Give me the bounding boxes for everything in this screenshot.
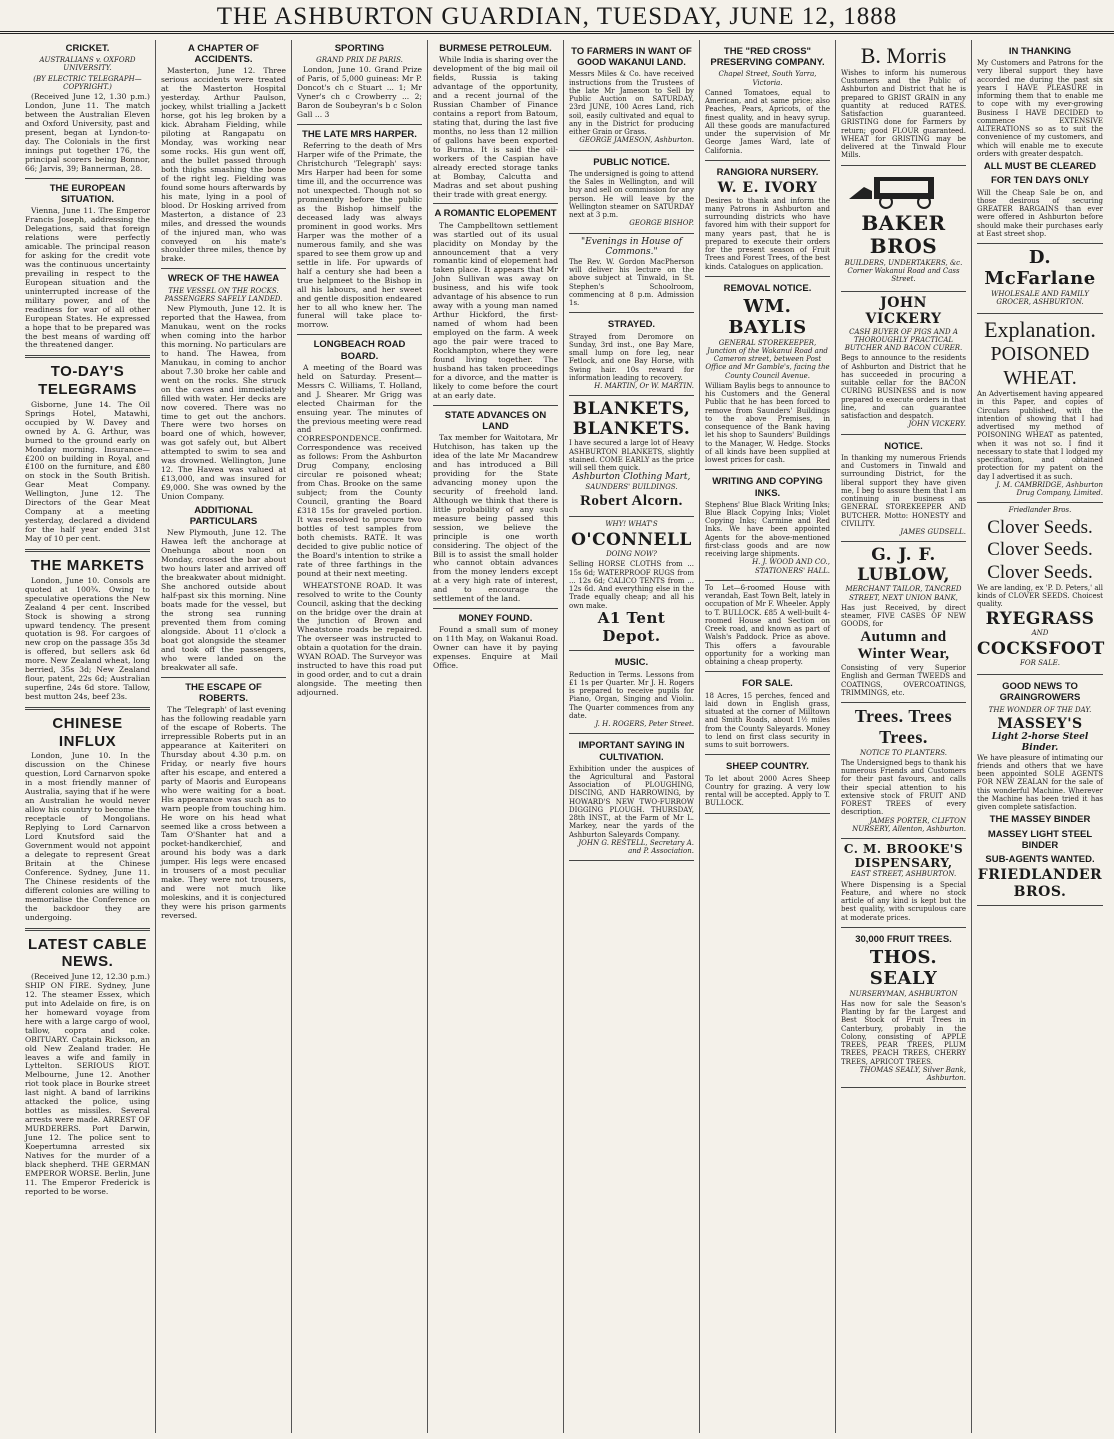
hawea-heading: WRECK OF THE HAWEA [167, 273, 280, 285]
music-body: Reduction in Terms. Lessons from £1 1s per Quarter. Mr J. H. Rogers is prepared to receive pupils for Piano, Organ, Singing and Violin. The Quarter commences from any date. [569, 670, 694, 720]
elopement-body: The Campbelltown settlement was startled out of its usual placidity on Monday by the announcement that a very romantic kind of elopement had taken place. It appears that Mr John Sullivan was away on business, and his wife took advantage of his absence to run away with a young man named Arthur Hickford, the first-named of whom had been employed on the farm. A week ago the pair were traced to Rockhampton, where they were found living together. The husband has taken proceedings for a divorce, and the matter is likely to come before the court at an early date. [433, 220, 558, 400]
column-4 [428, 40, 564, 1433]
road-body: WHEATSTONE ROAD. It was resolved to write to the County Council, asking that the decking on the bridge over the drain at the junction of Brown and Wheatstone roads be repaired. The overseer was instructed to obtain a quotation for the drain. WYAN ROAD. The Surveyor was instructed to have this road put in good order, and to cut a drain alongside. The meeting then adjourned. [297, 580, 422, 698]
sealy-body: Has now for sale the Season's Planting by far the Largest and Best Stock of Fruit Trees in Canterbury, probably in the Colony, consisting of APPLE TREES, PEAR TREES, PLUM TREES, PEACH TREES, CHERRY TREES, APRICOT TREES. [841, 999, 966, 1066]
and-label: AND [1031, 628, 1049, 637]
oconnell-subheading: DOING NOW? [606, 550, 657, 559]
chinese-body: London, June 10. In the discussion on the Chinese question, Lord Carnarvon spoke in a most friendly manner of Australia, saying that if he were an Australian he would never allow his country to become the receptacle of Mongolians. Replying to Lord Carnarvon Lord Knutsford said the Government would not appoint a delegate to represent Great Britain at the Chinese Conference. Sydney, June 11. The Chinese residents of the different colonies are willing to memorialise the Conference on the backdoor they are undergoing. [25, 751, 150, 922]
morris-name: B. Morris [860, 43, 947, 68]
ten-days-body: Will the Cheap Sale be on, and those desirous of securing GREATER BARGAINS than ever were offered in Ashburton before should make their purchases early at East street shop. [977, 188, 1103, 238]
sealy-signature: THOMAS SEALY, Silver Bank, Ashburton. [859, 1065, 966, 1082]
column-1 [20, 40, 156, 1433]
thanking-body: My Customers and Patrons for the very liberal support they have accorded me during the past six years I HAVE PLEASURE in informing them that to enable me to cope with my ever-growing Business I HAVE DECIDED to commence EXTENSIVE ALTERATIONS so as to suit the convenience of my customers, and which will enable me to execute orders with greater despatch. [977, 59, 1103, 158]
column-8 [972, 40, 1108, 1433]
hearse-illustration-icon [844, 169, 964, 209]
found-heading: MONEY FOUND. [458, 613, 533, 625]
clover-heading-3: Clover Seeds. [987, 561, 1093, 583]
clothing-heading: Ashburton Clothing Mart, [572, 472, 691, 483]
massey-name: MASSEY'S [997, 715, 1083, 732]
baylis-body: William Baylis begs to announce to his Customers and the General Public that he has been forced to remove from Saunders' Buildings to the above Premises, in consequence of the Bank having let his shop to Saunders' Buildings to the Manager, W. Hedge. Stocks of all kinds have been supplied at lowest prices for cash. [705, 381, 830, 465]
notice-signature: GEORGE BISHOP. [629, 219, 694, 228]
mcfarlane-subheading: WHOLESALE AND FAMILY GROCER, ASHBURTON. [991, 289, 1089, 306]
friedlander-heading: Friedlander Bros. [1008, 506, 1072, 515]
brooke-name: C. M. BROOKE'S DISPENSARY, [843, 842, 964, 871]
for-sale-label: FOR SALE. [1020, 659, 1060, 668]
brooke-ad [841, 839, 966, 928]
wonder-heading: THE WONDER OF THE DAY. [988, 705, 1092, 714]
notice-body: The undersigned is going to attend the Sales in Wellington, and will buy and sell on commission for any person. He will leave by the Wellington steamer on SATURDAY next at 3 p.m. [569, 169, 694, 220]
vickery-signature: JOHN VICKERY. [908, 420, 966, 429]
commons-ad [569, 234, 694, 314]
cricket-subheading: AUSTRALIANS v. OXFORD UNIVERSITY. [39, 56, 136, 73]
plough-heading: IMPORTANT SAYING IN CULTIVATION. [578, 740, 685, 763]
farmers-ad [569, 40, 694, 151]
divider [297, 334, 422, 335]
lublow-footer: Consisting of very Superior English and German TWEEDS and COATINGS, OVERCOATINGS, TRIMMINGS, etc. [841, 664, 966, 697]
ryegrass-heading: RYEGRASS [985, 608, 1095, 629]
clothing-subheading: SAUNDERS' BUILDINGS. [585, 482, 678, 491]
oconnell-body: Selling HORSE CLOTHS from ... 15s 6d; WATERPROOF RUGS from ... 12s 6d; CALICO TENTS from ... 12s 6d. And everything else in the Trade equally cheap; and all his own make. [569, 560, 694, 610]
divider [25, 707, 150, 710]
baker-ad [841, 166, 966, 292]
roberts-body: The 'Telegraph' of last evening has the following readable yarn of the escape of Roberts. The irrepressible Roberts put in an appearance at Kaiteriteri on Thursday about 4.30 p.m. on Friday, or nearly five hours after his escape, and entered a party of Maoris and Europeans who were waiting for a boat. His appearance was such as to warn people from touching him. He wore on his head what seemed like a cross between a Tam O'Shanter hat and a pocket-handkerchief, and around his body was a dark jumper. His legs were encased in trousers of a most peculiar make. They were not trousers, and were not much like moleskins, and it is conjectured they were his prison garments reversed. [161, 705, 286, 921]
sporting-body: London, June 10. Grand Prize of Paris, of 5,000 guineas: Mr P. Doncot's ch c Stuart ... 1; Mr Vyner's ch c Crowberry ... 2; Baron de Soubeyran's b c Solon Gall ... 3 [297, 65, 422, 120]
crown-ad [705, 40, 830, 161]
particulars-heading: ADDITIONAL PARTICULARS [189, 505, 258, 528]
chinese-heading: CHINESE INFLUX [52, 715, 123, 750]
column-7 [836, 40, 972, 1433]
farmers-body: Messrs Miles & Co. have received instructions from the Trustees of the late Mr Jameson to Sell by Public Auction on SATURDAY, 23rd JUNE, 100 Acres Land, rich soil, easily cultivated and equal to any in the District for producing either Grain or Grass. [569, 70, 694, 137]
europe-body: Vienna, June 11. The Emperor Francis Joseph, addressing the Delegations, said that foreign relations were perfectly amicable. The principal reason for asking for the credit vote was the continuous uncertainty prevailing in respect to the European situation and the uninterrupted increase of the military power, and of the readiness for war of all other European States. He expressed a hope that to be prepared was the best means of warding off the threatened danger. [25, 206, 150, 350]
column-3 [292, 40, 428, 1433]
vickery-subheading: CASH BUYER OF PIGS AND A THOROUGHLY PRACTICAL BUTCHER AND BACON CURER. [844, 327, 963, 353]
sheep-heading: SHEEP COUNTRY. [726, 761, 809, 773]
blankets-heading: BLANKETS, BLANKETS. [572, 399, 691, 440]
massey-ad [977, 675, 1103, 906]
lublow-ad [841, 542, 966, 703]
longbeach-heading: LONGBEACH ROAD BOARD. [313, 339, 406, 362]
hawea-body: New Plymouth, June 12. It is reported that the Hawea, from Manukau, went on the rocks when coming into the harbor this morning. No particulars are to hand. The Hawea, from Manukau, in coming to anchor about 7.30 broke her cable and went on the rocks. She struck on the caves and immediately filled with water. Her decks are now covered. There was no time to get out the anchors. There were two horses on board one of which, however, was got safely out, but Albert attempted to swim to sea and was drowned. Wellington, June 12. The Hawea was valued at £13,000, and was insured for £9,000. She was owned by the Union Company. [161, 304, 286, 502]
gudsell-ad [841, 435, 966, 543]
divider [161, 677, 286, 678]
stray-ad [569, 313, 694, 396]
divider [433, 203, 558, 204]
column-2 [156, 40, 292, 1433]
friedlander-name: FRIEDLANDER BROS. [977, 867, 1103, 900]
markets-heading: THE MARKETS [30, 557, 145, 575]
accidents-heading: A CHAPTER OF ACCIDENTS. [188, 43, 259, 66]
harper-heading: THE LATE MRS HARPER. [302, 129, 417, 141]
autumn-heading: Autumn and Winter Wear, [857, 628, 950, 663]
binder-heading: Light 2-horse Steel Binder. [991, 732, 1089, 754]
farmers-heading: TO FARMERS IN WANT OF GOOD WAKANUI LAND. [571, 46, 692, 69]
notice-heading: PUBLIC NOTICE. [593, 156, 670, 168]
baylis-name: WM. BAYLIS [728, 296, 807, 339]
advances-heading: STATE ADVANCES ON LAND [444, 409, 547, 432]
music-signature: J. H. ROGERS, Peter Street. [595, 720, 694, 729]
gudsell-signature: JAMES GUDSELL. [900, 528, 966, 537]
masthead: THE ASHBURTON GUARDIAN, TUESDAY, JUNE 12, 1888 [0, 0, 1114, 34]
gudsell-body: In thanking my numerous Friends and Customers in Tinwald and surrounding District, for the liberal support they have given me, I beg to assure them that I am continuing in business as GENERAL STOREKEEPER AND BUTCHER. Motto: HONESTY and CIVILITY. [841, 453, 966, 528]
sealy-name: THOS. SEALY [869, 947, 938, 990]
commons-body: The Rev. W. Gordon MacPherson will deliver his lecture on the above subject at Tinwald, in St. Stephen's Schoolroom, commencing at 8 p.m. Admission 1s. [569, 257, 694, 308]
binder-body: We have pleasure of intimating our friends and others that we have been appointed SOLE AGENTS FOR NEW ZEALAN for the sale of this wonderful Machine. Wherever the Machine has been tried it has given complete satisfaction. [977, 753, 1103, 812]
sale-ad [705, 672, 830, 755]
thanking-heading: IN THANKING [1008, 46, 1072, 57]
trees-subheading: NOTICE TO PLANTERS. [860, 748, 947, 757]
mcfarlane-name: D. McFarlane [984, 247, 1096, 290]
cable-heading: LATEST CABLE NEWS. [27, 935, 148, 971]
sealy-ad [841, 928, 966, 1088]
divider [297, 124, 422, 125]
divider [25, 178, 150, 179]
plough-ad [569, 734, 694, 861]
column-5 [564, 40, 700, 1433]
hawea-subheading: THE VESSEL ON THE ROCKS. PASSENGERS SAFELY LANDED. [164, 286, 283, 303]
stray-signature: H. MARTIN, Or W. MARTIN. [594, 382, 694, 391]
baylis-subheading: GENERAL STOREKEEPER, Junction of the Wakanui Road and Cameron street, between Post Office and Mr Gamble's, facing the County Council Avenue. [705, 338, 830, 380]
column-6 [700, 40, 836, 1433]
commons-heading: "Evenings in House of Commons." [581, 236, 682, 258]
farmers-signature: GEORGE JAMESON, Ashburton. [579, 136, 694, 145]
cocksfoot-heading: COCKSFOOT [977, 638, 1105, 659]
lublow-body: Has just Received, by direct steamer, FIVE CASES OF NEW GOODS, for [841, 603, 966, 629]
lublow-name: G. J. F. LUBLOW, [857, 545, 950, 586]
newspaper-columns [20, 40, 1108, 1433]
sporting-subheading: GRAND PRIX DE PARIS. [316, 56, 403, 65]
advances-body: Tax member for Waitotara, Mr Hutchison, has taken up the idea of the late Mr Macandrew and has introduced a Bill providing for the State advancing money upon the security of freehold land. Although we think that there is little probability of any such measure being passed this session, we believe the principle is one worth considering. The object of the Bill is to assist the small holder who cannot obtain advances from the money lenders except at a very high rate of interest, and to encourage the settlement of the land. [433, 433, 558, 604]
found-body: Found a small sum of money on 11th May, on Wakanui Road. Owner can have it by paying expenses. Enquire at Mail Office. [433, 625, 558, 671]
sporting-heading: SPORTING [334, 43, 385, 54]
bullock-body: To Let—6-roomed House with verandah, East Town Belt, lately in occupation of Mr F. Wheeler. Apply to T. BULLOCK. £85 A well-built 4-roomed House and Section on Creek road, and known as part of Walsh's Paddock. Price as above. This offers a favourable opportunity for a working man obtaining a cheap property. [705, 583, 830, 667]
trees-signature: JAMES PORTER, CLIFTON NURSERY, Allenton, Ashburton. [852, 816, 966, 833]
trees-body: The Undersigned begs to thank his numerous Friends and Customers for their past favours, and calls their special attention to his extensive stock of FRUIT AND FOREST TREES of every description. [841, 758, 966, 817]
stray-body: Strayed from Deromore on Sunday, 3rd inst., one Bay Mare, small lump on fore leg, near Fetlock, and one Bay Horse, with Swing hair. 10s reward for information leading to recovery. [569, 332, 694, 382]
vickery-ad [841, 292, 966, 435]
divider [433, 608, 558, 609]
poisoned-signature: J. M. CAMBRIDGE, Ashburton Drug Company, Limited. [996, 480, 1103, 498]
cricket-agency: (BY ELECTRIC TELEGRAPH—COPYRIGHT.) [33, 74, 142, 91]
elopement-heading: A ROMANTIC ELOPEMENT [434, 208, 557, 220]
gudsell-heading: NOTICE. [884, 440, 923, 452]
crown-body: Canned Tomatoes, equal to American, and at same price; also Peaches, Pears, Apricots, of the finest quality, and in heavy syrup. All these goods are manufactured under the supervision of Mr George James Ward, late of California. [705, 88, 830, 155]
baker-name: BAKER BROS [861, 210, 946, 259]
divider [25, 549, 150, 552]
clover-body: We are landing, ex 'P. D. Peters,' all kinds of CLOVER SEEDS. Choicest quality. [977, 583, 1103, 609]
removal-heading: REMOVAL NOTICE. [723, 282, 812, 294]
particulars-body: New Plymouth, June 12. The Hawea left the anchorage at Onehunga about noon on Monday, crossed the bar about two hours later and arrived off the breakwater about midnight. She anchored outside about half-past six this morning. Nine boats made for the vessel, but the strong sea running prevented them from coming alongside. About 11 o'clock a boat got alongside the steamer and took off the passengers, who were landed on the breakwater all safe. [161, 528, 286, 672]
grain-heading: GOOD NEWS TO GRAINGROWERS [999, 681, 1081, 704]
trees-heading: Trees. Trees Trees. [854, 706, 953, 748]
poisoned-body: An Advertisement having appeared in this Paper, and copies of Circulars published, with the intention of showing that I had advertised my method of POISONING WHEAT as patented, when it was not so. I find it necessary to state that I lodged my specification, and obtained protection for my patent on the day I advertised it as such. [977, 390, 1103, 481]
sale-body: 18 Acres, 15 perches, fenced and laid down in English grass, situated at the corner of Milltown and Smith Roads, about 1½ miles from the County Saleyards. Money to lend on first class security in sums to suit borrowers. [705, 691, 830, 750]
clover-heading-2: Clover Seeds. [987, 539, 1093, 561]
petroleum-heading: BURMESE PETROLEUM. [439, 43, 552, 54]
nursery-body: Desires to thank and inform the many Patrons in Ashburton and surrounding districts who have favored him with their support for many years past, that he is prepared to execute their orders for the present season of Fruit Trees and Forest Trees, of the best kinds. Catalogues on application. [705, 196, 830, 271]
baker-subheading: BUILDERS, UNDERTAKERS, &c. Corner Wakanui Road and Cass Street. [844, 258, 963, 284]
telegrams-heading: TO-DAY'S TELEGRAMS [38, 363, 137, 399]
harper-body: Referring to the death of Mrs Harper wife of the Primate, the Christchurch 'Telegraph' says: Mrs Harper had been for some time ill, and the occurrence was not unexpected. Though not so prominently before the public as the Bishop himself the deceased lady was always prominent in good works. Mrs Harper was the mother of a numerous family, and she was spared to see them grow up and settle in life. For upwards of half a century she had been a true helpmeet to the Bishop in all his labours, and her sweet and gentle disposition endeared her to all who knew her. The funeral will take place to-morrow. [297, 141, 422, 330]
stray-heading: STRAYED. [607, 319, 656, 331]
longbeach-body: A meeting of the Board was held on Saturday. Present—Messrs C. Williams, T. Holland, and J. Shearer. Mr Grigg was elected Chairman for the ensuing year. The minutes of the previous meeting were read and confirmed. CORRESPONDENCE. Correspondence was received as follows: From the Ashburton Drug Company, enclosing circular re poisoned wheat; from Chas. Brooke on the same subject; from the County Council, granting the Board £318 15s for graveled portion. It was resolved to procure two bottles of test samples from both chemists. RATE. It was decided to give public notice of the Board's intention to strike a rate of three farthings in the pound at their next meeting. [297, 362, 422, 578]
massey-binder-heading: THE MASSEY BINDER [989, 814, 1091, 826]
nursery-name: W. E. IVORY [717, 180, 818, 197]
plough-body: Exhibition under the auspices of the Agricultural and Pastoral Association of PLOUGHING, DISCING, AND HARROWING, by HOWARD'S NEW TWO-FURROW DIGGING PLOUGH. THURSDAY, 28th INST., at the Farm of Mr L. Markey, near the yards of the Ashburton Saleyards Company. [569, 764, 694, 839]
nursery-ad [705, 161, 830, 277]
divider [25, 355, 150, 358]
morris-ad [841, 40, 966, 166]
lublow-subheading: MERCHANT TAILOR, TANCRED STREET, NEXT UNION BANK, [845, 585, 962, 602]
telegrams-body: Gisborne, June 14. The Oil Springs Hotel, Matawhi, occupied by W. Davey and owned by A. G. Arthur, was burned to the ground early on Monday morning. Insurance—£200 on building in Royal, and £100 on the furniture, and £80 on stock in the South British. Gear Meat Company. Wellington, June 12. The Directors of the Gear Meat Company at a meeting yesterday, declared a dividend for the half year ended 31st May of 10 per cent. [25, 399, 150, 544]
plough-signature: JOHN G. RESTELL, Secretary A. and P. Association. [578, 838, 694, 856]
roberts-heading: THE ESCAPE OF ROBERTS. [185, 681, 262, 704]
trees-ad [841, 703, 966, 839]
wood-body: Stephens' Blue Black Writing Inks; Blue Black Copying Inks; Violet Copying Inks; Carmine and Red Inks. We have been appointed Agents for the above-mentioned first-class goods and are now receiving large shipments. [705, 500, 830, 559]
baylis-ad [705, 277, 830, 470]
mcfarlane-ad [977, 244, 1103, 314]
cable-body: (Received June 12, 12.30 p.m.) SHIP ON FIRE. Sydney, June 12. The steamer Essex, which put into Adelaide on fire, is on her homeward voyage from here with a large cargo of wool, tallow, copra and coke. OBITUARY. Captain Rickson, an old New Zealand trader. He leaves a wife and family in Lyttelton. SERIOUS RIOT. Melbourne, June 12. Another riot took place in Bourke street last night. A band of larrikins attacked the police, using bottles as missiles. Several arrests were made. ARREST OF MURDERERS. Port Darwin, June 12. The police sent to Koepertumna arrested six Natives for the murder of a black shepherd. THE GERMAN EMPEROR WORSE. Berlin, June 11. The Emperor Frederick is reported to be worse. [25, 971, 150, 1196]
tent-depot: A1 Tent Depot. [597, 608, 666, 645]
sheep-body: To let about 2000 Acres Sheep Country for grazing. A very low rental will be accepted. Apply to T. BULLOCK. [705, 774, 830, 808]
vickery-body: Begs to announce to the residents of Ashburton and District that he has succeeded in procuring a suitable cellar for the BACON CURING BUSINESS and is now prepared to execute orders in that line, and can guarantee satisfaction and despatch. [841, 354, 966, 421]
music-ad [569, 651, 694, 734]
notice-ad [569, 151, 694, 234]
oconnell-name: O'CONNELL [571, 530, 692, 551]
thanking-ad [977, 40, 1103, 244]
markets-body: London, June 10. Consols are quoted at 100¾. Owing to speculative operations the New Zealand 4 per cent. Inscribed Stock is showing a strong upward tendency. The present quotation is 98. For cargoes of new crop on the passage 35s 3d is offered, but sellers ask 6d more. New Zealand wheat, long berried, 35s 3d; New Zealand flour, patent, 22s 6d; Australian superfine, 24s 6d store. Tallow, best mutton 24s, beef 23s. [25, 575, 150, 702]
music-heading: MUSIC. [614, 657, 649, 669]
poisoned-wheat-ad [977, 314, 1103, 503]
fruit-heading: 30,000 FRUIT TREES. [855, 933, 952, 945]
oconnell-question: WHY! WHAT'S [605, 519, 658, 528]
divider [25, 928, 150, 931]
accidents-body: Masterton, June 12. Three serious accidents were treated at the Masterton Hospital yesterday. Arthur Paulson, jockey, whilst trialling a Jackett horse, got his leg broken by a kick. Abraham Fielding, while piloting at Rangapatu on Monday, was working near some rocks. His gun went off, and the bullet passed through both thighs smashing the bone of the right leg. Fielding was found some hours afterwards by his mate, lying in a pool of blood. Dr Hosking arrived from Masterton, a distance of 23 miles, and dressed the wounds of the injured man, who was conveyed on his mate's shoulder three miles, thence by brake. [161, 66, 286, 264]
clover-heading-1: Clover Seeds. [987, 516, 1093, 538]
brooke-body: Where Dispensing is a Special Feature, and where no stock article of any kind is kept but the best quality, with scrupulous care at moderate prices. [841, 880, 966, 922]
brooke-subheading: EAST STREET, ASHBURTON. [850, 870, 957, 879]
blankets-body: I have secured a large lot of Heavy ASHBURTON BLANKETS, slightly stained. COME EARLY as the price will sell them quick. [569, 439, 694, 473]
bullock-ad [705, 581, 830, 673]
oconnell-ad [569, 517, 694, 651]
alcorn-name: Robert Alcorn. [580, 493, 683, 510]
sealy-subheading: NURSERYMAN, ASHBURTON [849, 989, 958, 998]
petroleum-body: While India is sharing over the development of the big mail oil fields, Russia is taking advantage of the opportunity, and a recent journal of the Russian Chamber of Finance contains a report from Batoum, stating that, during the last five months, no less than 12 million of gallons have been exported to Burma. It is said the oil-workers of the Caspian have already erected storage tanks at Bombay, Calcutta and Madras and set about pushing their trade with great energy. [433, 55, 558, 199]
crown-heading: THE "RED CROSS" PRESERVING COMPANY. [710, 46, 825, 69]
divider [433, 405, 558, 406]
all-must-heading: ALL MUST BE CLEARED [983, 161, 1097, 173]
sale-heading: FOR SALE. [742, 678, 793, 690]
europe-heading: THE EUROPEAN SITUATION. [49, 182, 126, 205]
wood-signature: H. J. WOOD AND CO., STATIONERS' HALL. [752, 558, 830, 575]
explanation-heading: Explanation. [984, 317, 1096, 343]
sub-agents-heading: SUB-AGENTS WANTED. [985, 854, 1095, 866]
cricket-heading: CRICKET. [65, 43, 110, 54]
wood-ad [705, 470, 830, 581]
ten-days-heading: FOR TEN DAYS ONLY [990, 175, 1089, 187]
crown-subheading: Chapel Street, South Yarra, Victoria. [718, 70, 817, 87]
divider [161, 268, 286, 269]
poisoned-heading: POISONED WHEAT. [990, 343, 1090, 389]
cricket-body: (Received June 12, 1.30 p.m.) London, June 11. The match between the Australian Eleven and Oxford University, past and present, began at Lyndon-to-day. The Colonials in the first innings put together 176, the principal scorers being Bonnor, 66; Jarvis, 39; Bannerman, 28. [25, 92, 150, 173]
vickery-name: JOHN VICKERY [865, 294, 942, 328]
morris-body: Wishes to inform his numerous Customers and the Public of Ashburton and District that he is prepared to GRIST GRAIN in any quantity at reduced RATES. Satisfaction guaranteed. GRISTING done for Farmers by return; good FLOUR guaranteed. WHEAT for GRISTING may be delivered at the Tinwald Flour Mills. [841, 68, 966, 160]
sheep-ad [705, 755, 830, 813]
blankets-ad [569, 396, 694, 517]
wood-heading: WRITING AND COPYING INKS. [712, 476, 823, 499]
friedlander-ad [977, 503, 1103, 675]
nursery-heading: RANGIORA NURSERY. [716, 166, 819, 178]
massey-footer: MASSEY LIGHT STEEL BINDER [987, 828, 1093, 851]
